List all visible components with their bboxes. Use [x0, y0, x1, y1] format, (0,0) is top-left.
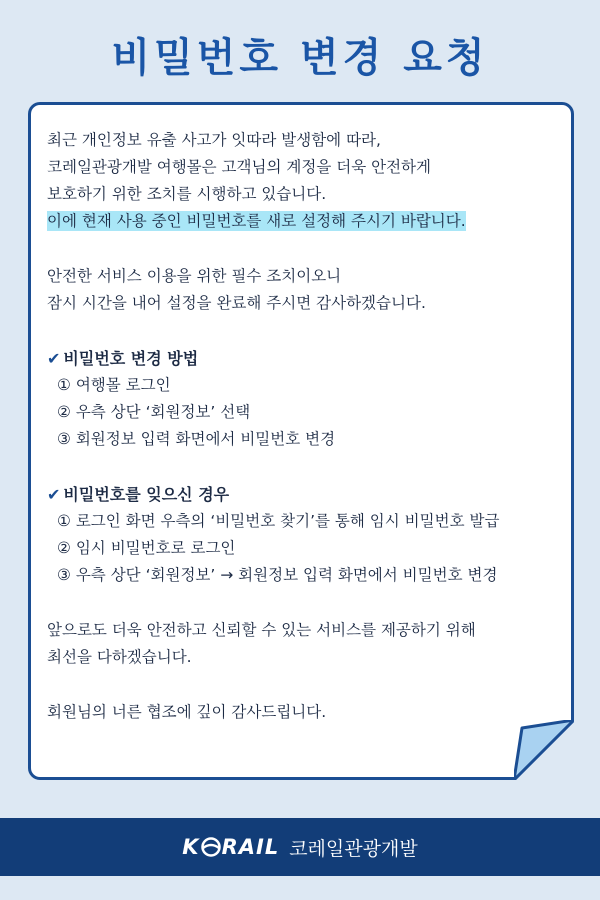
notice-line: 잠시 시간을 내어 설정을 완료해 주시면 감사하겠습니다. [47, 294, 426, 312]
checkmark-icon: ✔ [47, 485, 61, 504]
notice-line: 안전한 서비스 이용을 위한 필수 조치이오니 [47, 267, 342, 285]
brand-name: 코레일관광개발 [289, 837, 418, 860]
intro-line: 보호하기 위한 조치를 시행하고 있습니다. [47, 185, 327, 203]
forgot-password-heading [47, 481, 561, 508]
logo-letter-k: K [182, 835, 200, 859]
change-method-section [47, 345, 561, 453]
korail-logo [182, 835, 279, 859]
logo-letters: RAIL [221, 835, 280, 859]
change-method-heading [47, 345, 561, 372]
notice-paragraph [47, 263, 561, 317]
notice-card [28, 102, 574, 780]
thanks-text: 회원님의 너른 협조에 깊이 감사드립니다. [47, 703, 327, 721]
closing-line: 앞으로도 더욱 안전하고 신뢰할 수 있는 서비스를 제공하기 위해 [47, 621, 476, 639]
page-curl-icon [514, 720, 574, 780]
step-item: ① 로그인 화면 우측의 ‘비밀번호 찾기’를 통해 임시 비밀번호 발급 [57, 512, 500, 530]
closing-paragraph [47, 617, 561, 671]
footer-bar [0, 818, 600, 876]
forgot-password-section [47, 481, 561, 589]
step-item: ① 여행몰 로그인 [57, 376, 171, 394]
intro-paragraph [47, 127, 561, 235]
section-heading-text: 비밀번호 변경 방법 [63, 349, 199, 368]
logo-globe-icon [201, 837, 221, 857]
intro-line: 최근 개인정보 유출 사고가 잇따라 발생함에 따라, [47, 131, 381, 149]
step-item: ③ 회원정보 입력 화면에서 비밀번호 변경 [57, 430, 336, 448]
checkmark-icon: ✔ [47, 349, 61, 368]
step-item: ② 임시 비밀번호로 로그인 [57, 539, 236, 557]
page-title: 비밀번호 변경 요청 [111, 35, 489, 81]
closing-line: 최선을 다하겠습니다. [47, 648, 192, 666]
intro-line: 코레일관광개발 여행몰은 고객님의 계정을 더욱 안전하게 [47, 158, 431, 176]
step-item: ② 우측 상단 ‘회원정보’ 선택 [57, 403, 251, 421]
step-item: ③ 우측 상단 ‘회원정보’ → 회원정보 입력 화면에서 비밀번호 변경 [57, 566, 498, 584]
highlighted-request: 이에 현재 사용 중인 비밀번호를 새로 설정해 주시기 바랍니다. [47, 212, 466, 230]
section-heading-text: 비밀번호를 잊으신 경우 [63, 485, 230, 504]
